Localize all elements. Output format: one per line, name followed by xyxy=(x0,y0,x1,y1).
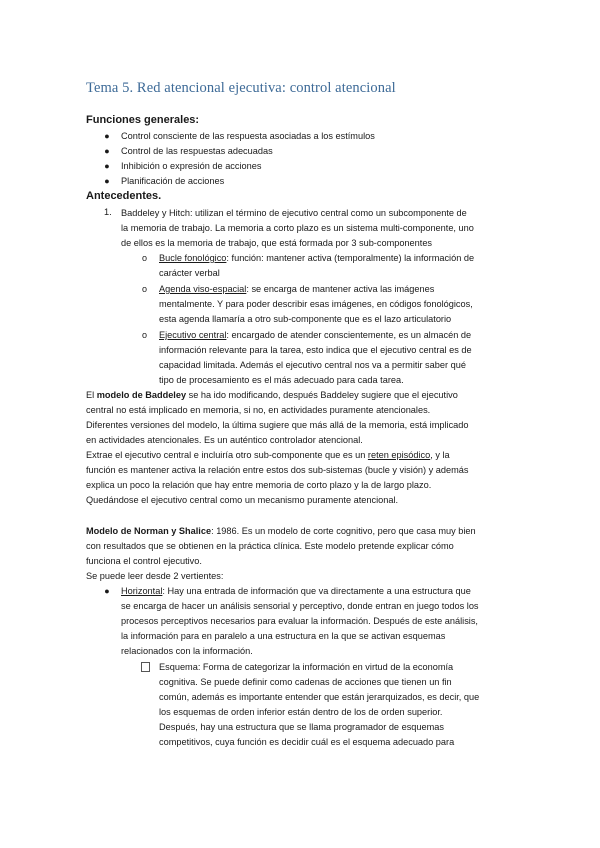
sub-item-line: competitivos, cuya función es decidir cuál es el esquema adecuado para xyxy=(159,737,455,747)
paragraph-line xyxy=(86,389,458,401)
square-bullet-icon xyxy=(141,662,150,672)
paragraph-line xyxy=(86,525,476,537)
sub-item-line: esta agenda llamaría a otro sub-componente que es el lazo articulatorio xyxy=(159,314,452,324)
sub-item-line: los esquemas de orden inferior están dentro de los de orden superior. xyxy=(159,707,443,717)
bullet-icon: ● xyxy=(104,146,110,156)
sub-item-text: : encargado de atender conscientemente, es un almacén de xyxy=(226,330,472,340)
list-item-line: se encarga de hacer un análisis sensorial y perceptivo, donde entran en juego todos los xyxy=(121,601,479,611)
underlined-term: reten episódico xyxy=(367,450,431,460)
sub-item-line xyxy=(159,329,471,341)
sub-item-text: : se encarga de mantener activa las imágenes xyxy=(246,284,435,294)
sub-item-label: Bucle fonológico xyxy=(159,253,227,263)
list-item-line xyxy=(121,585,471,597)
list-number: 1. xyxy=(104,207,112,217)
list-item-line: relacionados con la información. xyxy=(121,646,253,656)
text-run: : 1986. Es un modelo de corte cognitivo, pero que casa muy bien xyxy=(211,526,476,536)
sub-item-label: Ejecutivo central xyxy=(159,330,227,340)
bold-term: modelo de Baddeley xyxy=(96,390,187,400)
paragraph-line: central no está implicado en memoria, si no, en actividades puramente atencionales. xyxy=(86,405,431,415)
list-item-line: procesos perceptivos necesarios para evaluar la información. Después de este análisis, xyxy=(121,616,478,626)
text-run: El xyxy=(86,390,97,400)
paragraph-line: Diferentes versiones del modelo, la última sugiere que más allá de la memoria, está implicado xyxy=(86,420,469,430)
sub-item-line: común, además es importante entender que están jerarquizados, es decir, que xyxy=(159,692,480,702)
antecedentes-heading: Antecedentes. xyxy=(86,190,162,202)
list-item: Control de las respuestas adecuadas xyxy=(121,146,273,156)
bullet-icon: ● xyxy=(104,161,110,171)
text-run: se ha ido modificando, después Baddeley sugiere que el ejecutivo xyxy=(186,390,458,400)
paragraph-line: funciona el control ejecutivo. xyxy=(86,556,202,566)
sub-item-line: información relevante para la tarea, esto indica que el ejecutivo central es de xyxy=(159,345,472,355)
text-run: : Hay una entrada de información que va directamente a una estructura que xyxy=(162,586,471,596)
bullet-icon: ● xyxy=(104,176,110,186)
paragraph-line: función es mantener activa la relación entre estos dos sub-sistemas (bucle y visión) y además xyxy=(86,465,469,475)
sub-item-line: Esquema: Forma de categorizar la información en virtud de la economía xyxy=(159,662,454,672)
sub-item-line: carácter verbal xyxy=(159,268,220,278)
paragraph-line: Se puede leer desde 2 vertientes: xyxy=(86,571,224,581)
paragraph-line: con resultados que se obtienen en la práctica clínica. Este modelo pretende explicar cómo xyxy=(86,541,454,551)
list-item: Inhibición o expresión de acciones xyxy=(121,161,262,171)
sub-item-line xyxy=(159,283,434,295)
bold-term: Modelo de Norman y Shalice xyxy=(86,526,212,536)
underlined-term: Horizontal xyxy=(121,586,163,596)
sub-item-line: cognitiva. Se puede definir como cadenas de acciones que tienen un fin xyxy=(159,677,452,687)
page-title: Tema 5. Red atencional ejecutiva: control atencional xyxy=(86,80,396,96)
sub-item-line: Después, hay una estructura que se llama programador de esquemas xyxy=(159,722,444,732)
sub-item-line: capacidad limitada. Además el ejecutivo central nos va a permitir saber qué xyxy=(159,360,466,370)
bullet-icon: ● xyxy=(104,586,110,596)
sub-item-line xyxy=(159,252,474,264)
paragraph-line: de ellos es la memoria de trabajo, que está formada por 3 sub-componentes xyxy=(121,238,433,248)
list-item: Control consciente de las respuesta asociadas a los estímulos xyxy=(121,131,375,141)
circle-bullet-icon: o xyxy=(142,330,148,340)
bullet-icon: ● xyxy=(104,131,110,141)
list-item: Planificación de acciones xyxy=(121,176,225,186)
funciones-heading: Funciones generales: xyxy=(86,114,200,126)
text-run: Extrae el ejecutivo central e incluiría otro sub-componente que es un xyxy=(86,450,368,460)
paragraph-line: Quedándose el ejecutivo central como un mecanismo puramente atencional. xyxy=(86,495,399,505)
circle-bullet-icon: o xyxy=(142,253,148,263)
paragraph-line: en actividades atencionales. Es un auténtico controlador atencional. xyxy=(86,435,363,445)
list-item-line: la información para en paralelo a una estructura en la que se activan esquemas xyxy=(121,631,446,641)
paragraph-line: explica un poco la relación que hay entre memoria de corto plazo y la de largo plazo. xyxy=(86,480,432,490)
paragraph-line: la memoria de trabajo. La memoria a corto plazo es un sistema multi-componente, uno xyxy=(121,223,474,233)
circle-bullet-icon: o xyxy=(142,284,148,294)
paragraph-line: Baddeley y Hitch: utilizan el término de ejecutivo central como un subcomponente de xyxy=(121,208,467,218)
paragraph-line xyxy=(86,449,450,461)
sub-item-text: : función: mantener activa (temporalmente) la información de xyxy=(226,253,475,263)
sub-item-label: Agenda viso-espacial xyxy=(159,284,247,294)
sub-item-line: tipo de procesamiento es el más adecuado para cada tarea. xyxy=(159,375,404,385)
sub-item-line: mentalmente. Y para poder describir esas imágenes, en códigos fonológicos, xyxy=(159,299,473,309)
text-run: , y la xyxy=(430,450,450,460)
